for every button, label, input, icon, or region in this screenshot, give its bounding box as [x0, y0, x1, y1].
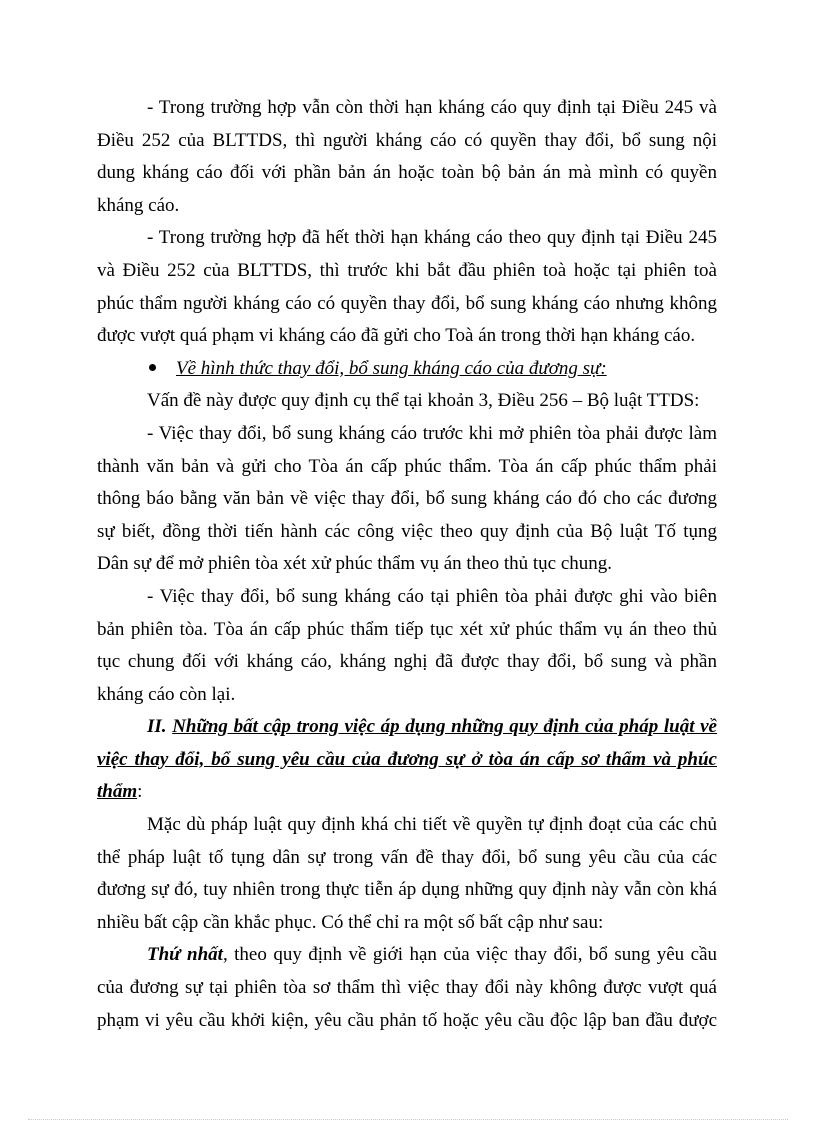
text-line: phạm vi yêu cầu khởi kiện, yêu cầu phản tố hoặc yêu cầu độc lập ban đầu được — [97, 1009, 717, 1031]
paragraph-intro-issues — [97, 809, 717, 939]
text-line: đương sự đó, tuy nhiên trong thực tiễn áp dụng những quy định này vẫn còn khá — [97, 879, 717, 901]
text-line: của đương sự tại phiên tòa sơ thẩm thì việc thay đổi này không được vượt quá — [97, 977, 717, 999]
text-line: được vượt quá phạm vi kháng cáo đã gửi cho Toà án trong thời hạn kháng cáo. — [97, 325, 696, 347]
first-issue-rest: , theo quy định về giới hạn của việc thay đổi, bổ sung yêu cầu — [222, 944, 717, 966]
text-line: - Trong trường hợp đã hết thời hạn kháng cáo theo quy định tại Điều 245 — [147, 227, 717, 249]
text-line: nhiều bất cập cần khắc phục. Có thể chỉ ra một số bất cập như sau: — [97, 911, 604, 933]
text-line: phúc thẩm người kháng cáo có quyền thay đổi, bổ sung kháng cáo nhưng không — [97, 292, 717, 314]
text-line: - Việc thay đổi, bổ sung kháng cáo trước khi mở phiên tòa phải được làm — [147, 422, 717, 444]
text-line: Mặc dù pháp luật quy định khá chi tiết về quyền tự định đoạt của các chủ — [147, 814, 717, 836]
text-line: dung kháng cáo đối với phần bản án hoặc toàn bộ bản án mà mình có quyền — [97, 162, 717, 184]
text-line: thông báo bằng văn bản về việc thay đổi, bổ sung kháng cáo đó cho các đương — [97, 488, 717, 510]
heading-line: việc thay đổi, bổ sung yêu cầu của đương sự ở tòa án cấp sơ thẩm và phúc — [97, 748, 717, 770]
paragraph-legal-basis — [97, 385, 717, 418]
text-line: thành văn bản và gửi cho Tòa án cấp phúc thẩm. Tòa án cấp phúc thẩm phải — [97, 455, 717, 477]
text-line: kháng cáo. — [97, 194, 180, 216]
paragraph-at-hearing — [97, 581, 717, 711]
heading-colon: : — [137, 781, 143, 803]
bullet-item — [97, 353, 717, 386]
heading-line — [97, 711, 717, 744]
paragraph-appeal-after-deadline — [97, 222, 717, 352]
text-line: Vấn đề này được quy định cụ thể tại khoản 3, Điều 256 – Bộ luật TTDS: — [147, 390, 700, 412]
text-line: - Việc thay đổi, bổ sung kháng cáo tại phiên tòa phải được ghi vào biên — [147, 585, 717, 607]
document-page — [97, 92, 717, 1037]
text-line: - Trong trường hợp vẫn còn thời hạn kháng cáo quy định tại Điều 245 và — [147, 97, 717, 118]
heading-line — [97, 776, 717, 809]
bullet-icon — [149, 364, 156, 371]
heading-text: Những bất cập trong việc áp dụng những quy định của pháp luật về — [172, 716, 717, 738]
bullet-text: Về hình thức thay đổi, bổ sung kháng cáo của đương sự: — [176, 357, 607, 379]
paragraph-first-issue — [97, 939, 717, 1037]
text-line: kháng cáo còn lại. — [97, 683, 236, 705]
text-line: thể pháp luật tố tụng dân sự trong vấn đề thay đổi, bổ sung yêu cầu của các — [97, 846, 717, 868]
text-line: sự biết, đồng thời tiến hành các công việc theo quy định của Bộ luật Tố tụng — [97, 520, 717, 542]
text-line: Điều 252 của BLTTDS, thì người kháng cáo có quyền thay đổi, bổ sung nội — [97, 129, 717, 151]
text-line: bản phiên tòa. Tòa án cấp phúc thẩm tiếp tục xét xử phúc thẩm vụ án theo thủ — [97, 618, 717, 640]
text-line — [97, 939, 717, 972]
first-issue-lead: Thứ nhất — [147, 944, 223, 966]
text-line: và Điều 252 của BLTTDS, thì trước khi bắt đầu phiên toà hoặc tại phiên toà — [97, 259, 717, 281]
heading-number: II. — [147, 716, 173, 738]
page-border-dots — [28, 1119, 788, 1120]
text-line: tục chung đối với kháng cáo, kháng nghị đã được thay đổi, bổ sung và phần — [97, 651, 717, 673]
paragraph-before-hearing — [97, 418, 717, 581]
section-heading — [97, 711, 717, 809]
text-line: Dân sự để mở phiên tòa xét xử phúc thẩm vụ án theo thủ tục chung. — [97, 553, 613, 575]
heading-text: thẩm — [97, 781, 138, 803]
paragraph-appeal-within-deadline — [97, 92, 717, 222]
